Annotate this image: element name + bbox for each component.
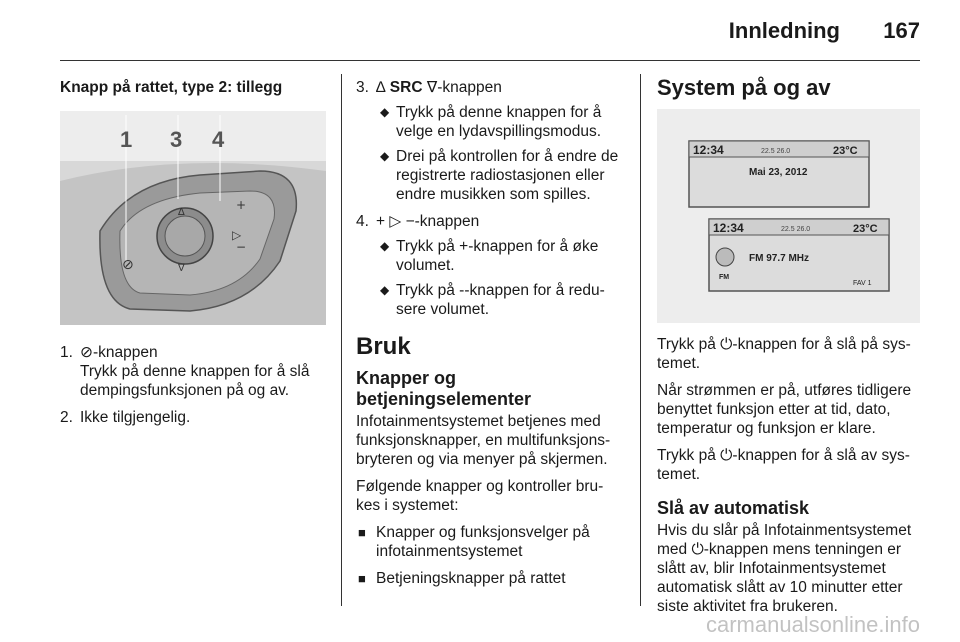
svg-text:⊘: ⊘ xyxy=(122,257,134,273)
page-number: 167 xyxy=(883,18,920,43)
svg-text:∆: ∆ xyxy=(178,207,185,218)
screen1-time: 12:34 xyxy=(693,143,724,157)
svg-text:−: − xyxy=(236,240,247,254)
column-3 xyxy=(657,75,925,624)
display-illustration xyxy=(657,109,920,323)
watermark: carmanualsonline.info xyxy=(705,612,920,637)
bullet-item: ◆ Trykk på denne knappen for å velge en lydavspillingsmodus. xyxy=(380,104,602,140)
square-bullet-icon: ■ xyxy=(358,525,366,540)
radio-icon xyxy=(716,248,734,266)
controls-list xyxy=(356,523,624,588)
svg-text:∇: ∇ xyxy=(178,263,185,274)
callout-3: 3 xyxy=(170,127,183,152)
page-header xyxy=(0,0,960,62)
item-label: ⊘-knappen xyxy=(80,344,158,361)
item-number: 4. xyxy=(356,213,369,230)
list-item-3 xyxy=(356,78,624,204)
paragraph: Trykk på ⏻-knappen for å slå av sys-temet. xyxy=(657,447,910,483)
item-number: 1. xyxy=(60,344,73,361)
src-label: SRC xyxy=(389,79,423,96)
column-1 xyxy=(60,78,326,435)
list-item: ■ Betjeningsknapper på rattet xyxy=(358,570,566,587)
bullet-item: ◆ Trykk på --knappen for å redu-sere volumet. xyxy=(380,282,605,318)
bullet-list xyxy=(376,103,624,204)
steering-buttons-illustration xyxy=(60,111,326,325)
column-divider-1 xyxy=(341,74,342,606)
list-item-4 xyxy=(356,212,624,319)
list-item xyxy=(60,408,326,427)
svg-text:+: + xyxy=(236,198,247,212)
diamond-bullet-icon: ◆ xyxy=(380,105,390,119)
button-list-col1 xyxy=(60,343,326,427)
square-bullet-icon: ■ xyxy=(358,571,366,586)
screen2-station: FM 97.7 MHz xyxy=(749,253,810,264)
callout-1: 1 xyxy=(120,127,133,152)
system-on-off-heading: System på og av xyxy=(657,75,831,100)
screen1-date: Mai 23, 2012 xyxy=(749,167,808,178)
item-label: + ▷ −-knappen xyxy=(376,213,480,230)
screen2-fav: FAV 1 xyxy=(853,280,872,287)
screen2-temp: 23°C xyxy=(853,223,878,235)
diamond-bullet-icon: ◆ xyxy=(380,239,390,253)
diamond-bullet-icon: ◆ xyxy=(380,283,390,297)
steering-wheel-figure xyxy=(60,111,326,325)
paragraph: Trykk på ⏻-knappen for å slå på sys-temet. xyxy=(657,336,911,372)
list-item xyxy=(60,343,326,400)
paragraph: Når strømmen er på, utføres tidligere benyttet funksjon etter at tid, dato, temperatur og funksjon er klare. xyxy=(657,382,912,437)
item-label-post: ∇-knappen xyxy=(426,79,502,96)
diamond-bullet-icon: ◆ xyxy=(380,149,390,163)
screen1-small: 22.5 26.0 xyxy=(761,148,791,155)
screen2-band: FM xyxy=(719,274,730,281)
header-rule xyxy=(60,60,920,61)
bullet-list xyxy=(376,237,624,319)
item-number: 2. xyxy=(60,409,73,426)
item-label-pre: ∆ xyxy=(376,79,386,96)
screen1-temp: 23°C xyxy=(833,145,858,157)
auto-off-heading: Slå av automatisk xyxy=(657,498,810,518)
header-title: Innledning xyxy=(728,18,840,43)
screen2-small: 22.5 26.0 xyxy=(781,226,811,233)
bullet-item: ◆ Trykk på +-knappen for å øke volumet. xyxy=(380,238,599,274)
paragraph: Følgende knapper og kontroller bru-kes i systemet: xyxy=(356,478,604,514)
subsection-title: Knapper og betjeningselementer xyxy=(356,368,532,409)
bullet-item: ◆ Drei på kontrollen for å endre de registrerte radiostasjonen eller endre musikken som spilles. xyxy=(380,148,619,203)
item-text: Trykk på denne knappen for å slå dempingsfunksjonen på og av. xyxy=(80,363,310,399)
paragraph: Hvis du slår på Infotainmentsystemet med ⏻-knappen mens tenningen er slått av, blir Infotainmentsystemet automatisk slått av 10 minutter etter siste aktivitet fra brukeren. xyxy=(657,522,912,615)
callout-4: 4 xyxy=(212,127,225,152)
column-2 xyxy=(356,78,624,596)
section-title: Bruk xyxy=(356,333,411,360)
column-divider-2 xyxy=(640,74,641,606)
display-figure xyxy=(657,109,920,323)
screen2-time: 12:34 xyxy=(713,221,744,235)
steering-button-heading: Knapp på rattet, type 2: tillegg xyxy=(60,79,283,96)
paragraph: Infotainmentsystemet betjenes med funksjonsknapper, en multifunksjons-bryteren og via menyer på skjermen. xyxy=(356,413,611,468)
svg-text:▷: ▷ xyxy=(232,228,242,242)
item-label: Ikke tilgjengelig. xyxy=(80,409,191,426)
item-number: 3. xyxy=(356,79,369,96)
list-item: ■ Knapper og funksjonsvelger på infotainmentsystemet xyxy=(358,524,590,560)
